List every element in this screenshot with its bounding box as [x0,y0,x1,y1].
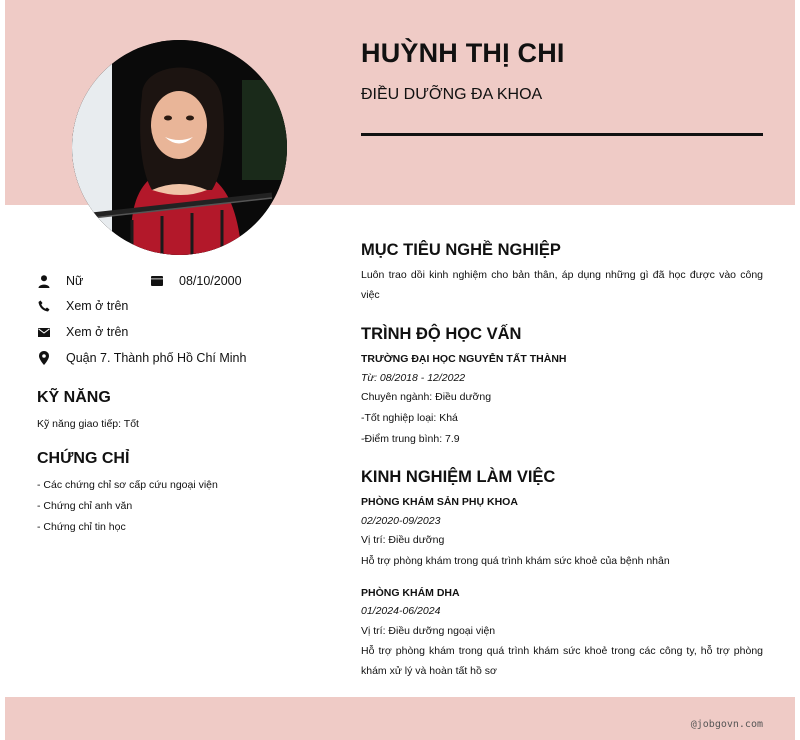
watermark-text: @jobgovn.com [690,719,763,730]
job-position: Vị trí: Điều dưỡng [361,534,445,546]
title-divider [361,133,763,136]
objective-text: Luôn trao dồi kinh nghiệm cho bản thân, áp dụng những gì đã học được vào công việc [361,269,763,301]
objective-heading: MỤC TIÊU NGHỀ NGHIỆP [361,241,561,259]
job-company: PHÒNG KHÁM DHA [361,587,460,599]
job-description: Hỗ trợ phòng khám trong quá trình khám sức khoẻ của bệnh nhân [361,555,670,567]
phone-icon [37,299,51,313]
job-description: Hỗ trợ phòng khám trong quá trình khám sức khoẻ trong các công ty, hỗ trợ phòng khám xử lý và hoàn tất hồ sơ [361,645,763,677]
job-company: PHÒNG KHÁM SẢN PHỤ KHOA [361,496,518,508]
certificate-item: - Chứng chỉ anh văn [37,500,133,512]
mail-icon [37,325,51,339]
education-period: Từ: 08/2018 - 12/2022 [361,372,466,384]
birthdate-row [150,274,242,288]
education-line: -Điểm trung bình: 7.9 [361,433,460,445]
profile-photo [72,40,287,255]
education-heading: TRÌNH ĐỘ HỌC VẤN [361,325,522,343]
birthdate-value: 08/10/2000 [179,274,242,288]
certificate-item: - Chứng chỉ tin học [37,521,126,533]
skill-item: Kỹ năng giao tiếp: Tốt [37,418,139,430]
experience-heading: KINH NGHIỆM LÀM VIỆC [361,468,556,486]
school-name: TRƯỜNG ĐẠI HỌC NGUYỄN TẤT THÀNH [361,353,567,365]
person-icon [37,274,51,288]
calendar-icon [150,274,164,288]
skills-heading: KỸ NĂNG [37,389,111,406]
certificates-heading: CHỨNG CHỈ [37,450,130,467]
email-row [37,325,128,339]
gender-row [37,274,83,288]
address-row [37,351,246,365]
certificate-item: - Các chứng chỉ sơ cấp cứu ngoại viện [37,479,218,491]
location-pin-icon [37,351,51,365]
phone-row [37,299,128,313]
education-line: -Tốt nghiệp loại: Khá [361,412,458,424]
job-position: Vị trí: Điều dưỡng ngoại viện [361,625,496,637]
gender-value: Nữ [66,274,84,288]
job-period: 02/2020-09/2023 [361,515,441,527]
candidate-title: ĐIỀU DƯỠNG ĐA KHOA [361,86,543,103]
email-value: Xem ở trên [66,325,129,339]
cv-page [5,0,795,740]
education-line: Chuyên ngành: Điều dưỡng [361,391,492,403]
phone-value: Xem ở trên [66,299,129,313]
job-period: 01/2024-06/2024 [361,605,441,617]
address-value: Quận 7. Thành phố Hồ Chí Minh [66,351,247,365]
footer-band [5,697,795,740]
candidate-name: HUỲNH THỊ CHI [361,38,565,68]
